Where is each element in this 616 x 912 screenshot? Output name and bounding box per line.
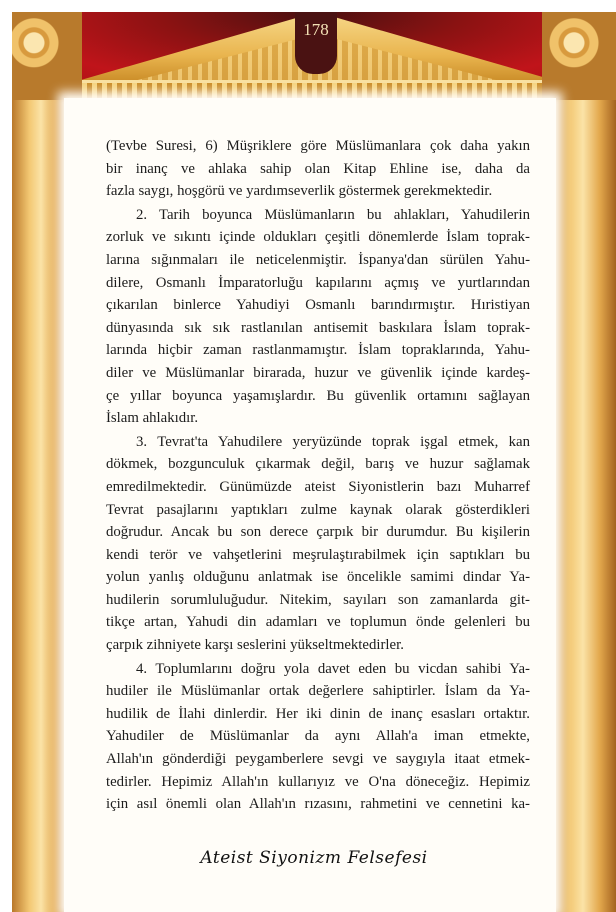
text-line: emredilmektedir. Günümüzde ateist Siyonistlerin bazı Muharref (106, 478, 530, 495)
text-line: dünyasında sık sık rastlanılan antisemit baskılara İslam toprak- (106, 319, 530, 336)
text-line: Yahudiler de Müslümanlar da aynı Allah'a iman etmekte, (106, 728, 530, 745)
text-line: İslam ahlakıdır. (106, 410, 199, 427)
left-column-capital (12, 12, 82, 100)
right-column (550, 12, 616, 912)
right-column-capital (542, 12, 616, 100)
text-line: 3. Tevrat'ta Yahudilere yeryüzünde toprak işgal etmek, kan (136, 433, 530, 450)
text-line: (Tevbe Suresi, 6) Müşriklere göre Müslümanlara çok daha yakın (106, 138, 530, 154)
text-line: çarpık zihniyete karşı seslerini yükseltmektedirler. (106, 637, 404, 654)
book-title-footer: Ateist Siyonizm Felsefesi (200, 848, 428, 868)
paragraph (106, 431, 530, 657)
text-line: larına sığınmaları ile neticelenmiştir. İspanya'dan sürülen Yahu- (106, 251, 530, 268)
text-line: zorluk ve sıkıntı içinde oldukları çeşitli dönemlerde İslam toprak- (106, 229, 530, 246)
text-line: bir inanç ve ahlaka sahip olan Kitap Ehline ise, daha da (106, 160, 530, 177)
text-line: kendi terör ve vahşetlerini meşrulaştırabilmek için saptıkları bu (106, 546, 530, 563)
text-line: doğrudur. Ancak bu son derece çarpık bir durumdur. Bu kişilerin (106, 524, 530, 541)
paragraph (106, 658, 530, 816)
text-line: çe yıllar boyunca yaşamışlardır. Bu güvenlik ortamını sağlayan (106, 387, 530, 404)
text-line: Allah'ın gönderdiği peygamberlere sevgi ve saygıyla itaat etmek- (106, 751, 530, 768)
text-line: Tevrat pasajlarını yaptıkları zulme kaynak olarak gösterdikleri (106, 501, 530, 518)
left-column (12, 12, 70, 912)
page-number: 178 (303, 20, 329, 39)
text-line: için asıl önemli olan Allah'ın rızasını, rahmetini ve cennetini ka- (106, 796, 530, 813)
text-line: fazla saygı, hoşgörü ve yardımseverlik göstermek gerekmektedir. (106, 183, 493, 200)
text-line: hudilik de İlahi dinlerdir. Her iki dinin de inanç esasları ortaktır. (106, 705, 530, 722)
text-line: 4. Toplumlarını doğru yola davet eden bu vicdan sahibi Ya- (136, 660, 530, 677)
text-line: yolun yanlış olduğunu anlatmak ise öncelikle samimi dindar Ya- (106, 569, 530, 586)
paragraph (106, 204, 530, 430)
text-line: çıkarılan binlerce Yahudiyi Osmanlı barındırmıştır. Hıristiyan (106, 297, 530, 314)
text-line: larında hiçbir zaman rastlanmamıştır. İslam topraklarında, Yahu- (106, 342, 530, 359)
body-text (106, 135, 530, 817)
text-line: dökmek, bozgunculuk çıkarmak değil, barış ve huzur sağlamak (106, 456, 530, 473)
text-line: hudilerin sorumluluğudur. Nitekim, sayıları son zamanlarda git- (106, 591, 530, 608)
text-line: hudiler ile Müslümanlar ortak değerlere sahiptirler. İslam da Ya- (106, 683, 530, 700)
text-line: tikçe artan, Yahudi din adamları ve toplumun önde gelenleri bu (106, 614, 530, 631)
text-line: 2. Tarih boyunca Müslümanların bu ahlakları, Yahudilerin (136, 206, 530, 223)
text-line: tedirler. Hepimiz Allah'ın kullarıyız ve O'na döneceğiz. Hepimiz (106, 773, 530, 790)
text-line: diler ve Müslümanlar birarada, huzur ve güvenlik içinde kardeş- (106, 364, 530, 381)
paragraph (106, 135, 530, 203)
text-line: dilere, Osmanlı İmparatorluğu kapılarını açmış ve yurtlarından (106, 274, 530, 291)
